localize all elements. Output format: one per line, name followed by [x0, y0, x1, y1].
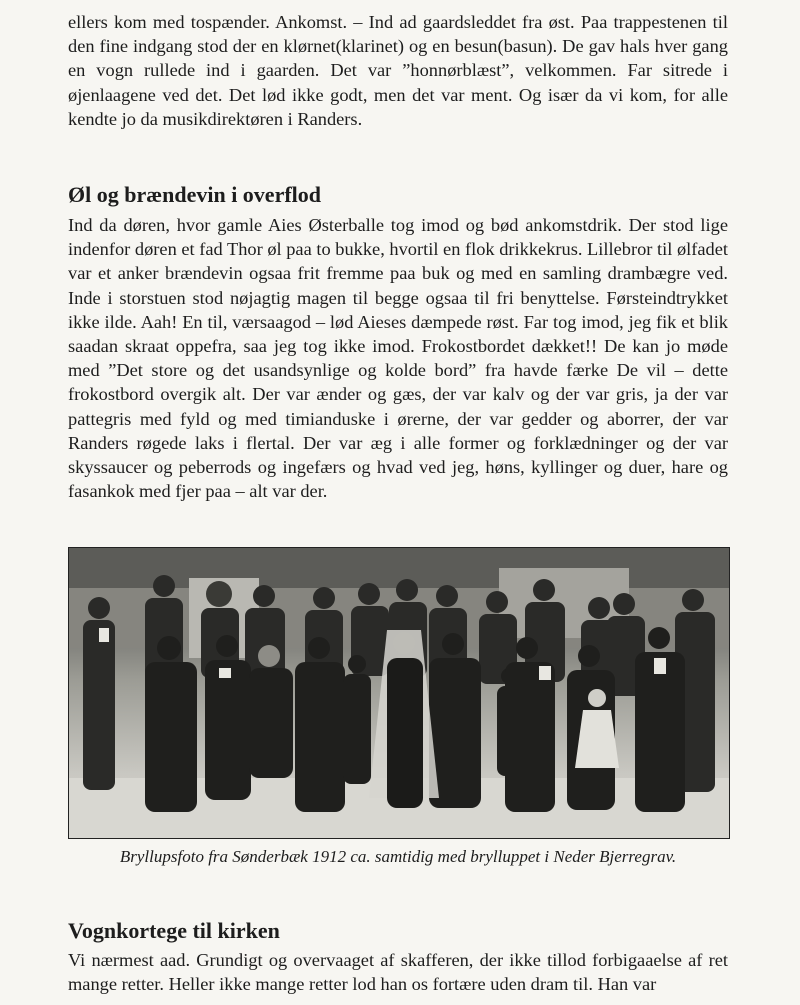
- wedding-photo: [68, 547, 730, 839]
- section-heading-vognkortege: Vognkortege til kirken: [68, 918, 280, 943]
- wedding-photo-illustration: [69, 548, 729, 838]
- paragraph-arrival: ellers kom med tospænder. Ankomst. – Ind ad gaardsleddet fra øst. Paa trappestenen til den fine indgang stod der en klørnet(klarinet) og en besun(basun). De gav hals hver gang en vogn rullede ind i gaarden. Det var ”honnørblæst”, velkommen. Far sitrede i øjenlaagene ved det. Det lød ikke godt, men det var ment. Og især da vi kom, for alle kendte jo da musikdirektøren i Randers.: [68, 12, 728, 129]
- paragraph-frokostbord: Ind da døren, hvor gamle Aies Østerballe tog imod og bød ankomstdrik. Der stod lige indenfor døren et fad Thor øl paa to bukke, hvortil en flok drikkekrus. Lillebror til ølfadet var et anker brændevin ogsaa frit fremme paa buk og med en samling drambægre ved. Inde i storstuen stod nøjagtig magen til begge ogsaa til fri benyttelse. Førsteindtrykket ikke ilde. Aah! En til, værsaagod – lød Aieses dæmpede røst. Far tog imod, jeg fik et blik saadan skraat oppefra, saa jeg tog ikke imod. Frokostbordet dækket!! De kan jo møde med ”Det store og det usandsynlige og kolde bord” fra havde færke De vil – dette frokostbord overgik alt. Der var ænder og gæs, der var kalv og der var gris, ja der var pattegris med fyld og med timianduske i ørerne, der var gedder og aborrer, der var Randers røgede laks i flertal. Der var æg i alle former og forklædninger og der var skyssaucer og peberrods og ingefærs og hvad ved jeg, høns, kyllinger og duer, hare og fasankok med fjer paa – alt var der.: [68, 215, 729, 502]
- photo-caption: Bryllupsfoto fra Sønderbæk 1912 ca. samtidig med brylluppet i Neder Bjerregrav.: [119, 847, 677, 866]
- paragraph-skafferen: Vi nærmest aad. Grundigt og overvaaget af skafferen, der ikke tillod forbigaaelse af ret mange retter. Heller ikke mange retter lod han os fortære uden dram til. Han var: [68, 950, 728, 995]
- section-heading-ol-og-braendevin: Øl og brændevin i overflod: [68, 182, 322, 207]
